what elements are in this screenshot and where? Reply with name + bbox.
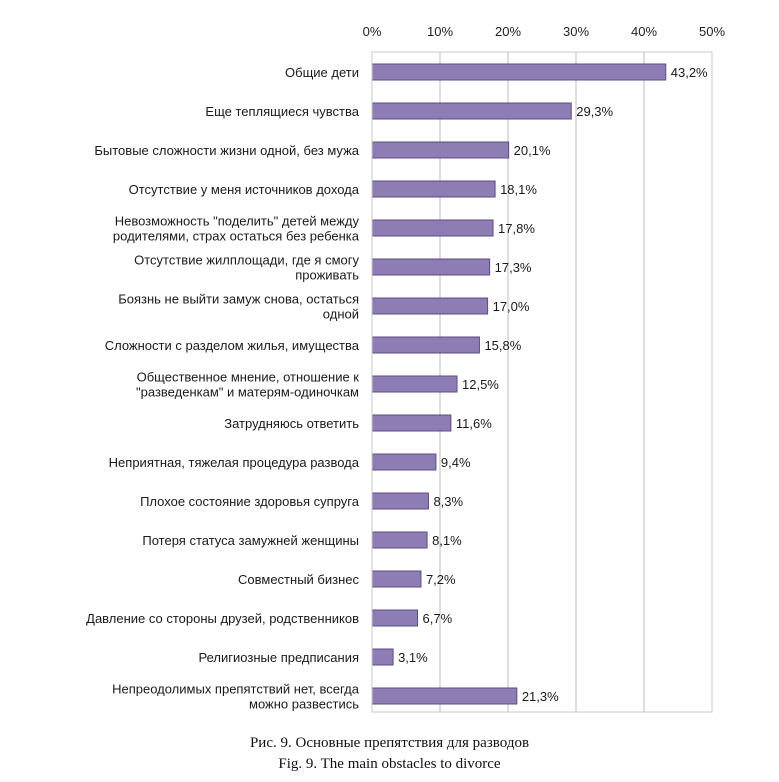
bar (372, 454, 436, 470)
category-label: Невозможность "поделить" детей между родителями, страх остаться без ребенка (112, 213, 359, 244)
data-label: 3,1% (398, 650, 428, 665)
data-label: 20,1% (513, 143, 551, 158)
x-tick-label: 40% (630, 24, 658, 39)
category-label: Неприятная, тяжелая процедура развода (108, 455, 359, 470)
bar (372, 688, 517, 704)
category-label: Отсутствие жилплощади, где я смогу проживать (134, 252, 359, 283)
data-label: 7,2% (425, 572, 456, 587)
bars (372, 64, 666, 704)
data-label: 6,7% (422, 611, 453, 626)
category-label: Потеря статуса замужней женщины (142, 533, 359, 548)
data-label: 17,0% (492, 299, 530, 314)
category-label: Бытовые сложности жизни одной, без мужа (94, 143, 359, 158)
bar (372, 298, 488, 314)
category-label: Плохое состояние здоровья супруга (140, 494, 359, 509)
x-tick-label: 30% (562, 24, 590, 39)
bar (372, 220, 493, 236)
bar (372, 376, 457, 392)
data-label: 21,3% (521, 689, 559, 704)
data-label: 8,1% (432, 533, 462, 548)
data-label: 18,1% (500, 182, 537, 197)
data-label: 17,8% (498, 221, 535, 236)
x-tick-label: 0% (362, 24, 382, 39)
category-label: Общие дети (285, 65, 359, 80)
data-label: 17,3% (494, 260, 532, 275)
x-tick-label: 10% (426, 24, 454, 39)
bar (372, 493, 428, 509)
figure-caption-ru: Рис. 9. Основные препятствия для разводов (249, 735, 530, 751)
x-tick-label: 20% (494, 24, 522, 39)
data-label: 43,2% (670, 65, 708, 80)
bar (372, 337, 479, 353)
x-axis-ticks (363, 24, 726, 39)
bar (372, 181, 495, 197)
data-label: 15,8% (484, 338, 522, 353)
category-label: Непреодолимых препятствий нет, всегда можно развестись (112, 681, 359, 712)
bar (372, 571, 421, 587)
category-label: Общественное мнение, отношение к "разведенкам" и матерям-одиночкам (136, 369, 359, 400)
bar (372, 259, 490, 275)
bar (372, 64, 666, 80)
bar (372, 649, 393, 665)
category-label: Отсутствие у меня источников дохода (128, 182, 359, 197)
bar (372, 142, 509, 158)
category-label: Еще теплящиеся чувства (205, 104, 359, 119)
x-tick-label: 50% (698, 24, 726, 39)
category-label: Совместный бизнес (238, 572, 359, 587)
bar (372, 415, 451, 431)
data-label: 11,6% (455, 416, 492, 431)
category-label: Религиозные предписания (198, 650, 359, 665)
data-label: 12,5% (462, 377, 499, 392)
category-label: Боязнь не выйти замуж снова, остаться одной (118, 291, 359, 322)
category-label: Сложности с разделом жилья, имущества (104, 338, 359, 353)
figure-caption-en: Fig. 9. The main obstacles to divorce (278, 756, 501, 772)
bar (372, 610, 418, 626)
bar (372, 532, 427, 548)
bar (372, 103, 571, 119)
data-label: 9,4% (440, 455, 471, 470)
data-label: 8,3% (433, 494, 464, 509)
data-label: 29,3% (576, 104, 614, 119)
category-label: Затрудняюсь ответить (224, 416, 359, 431)
category-label: Давление со стороны друзей, родственников (86, 611, 359, 626)
category-labels (86, 65, 360, 712)
